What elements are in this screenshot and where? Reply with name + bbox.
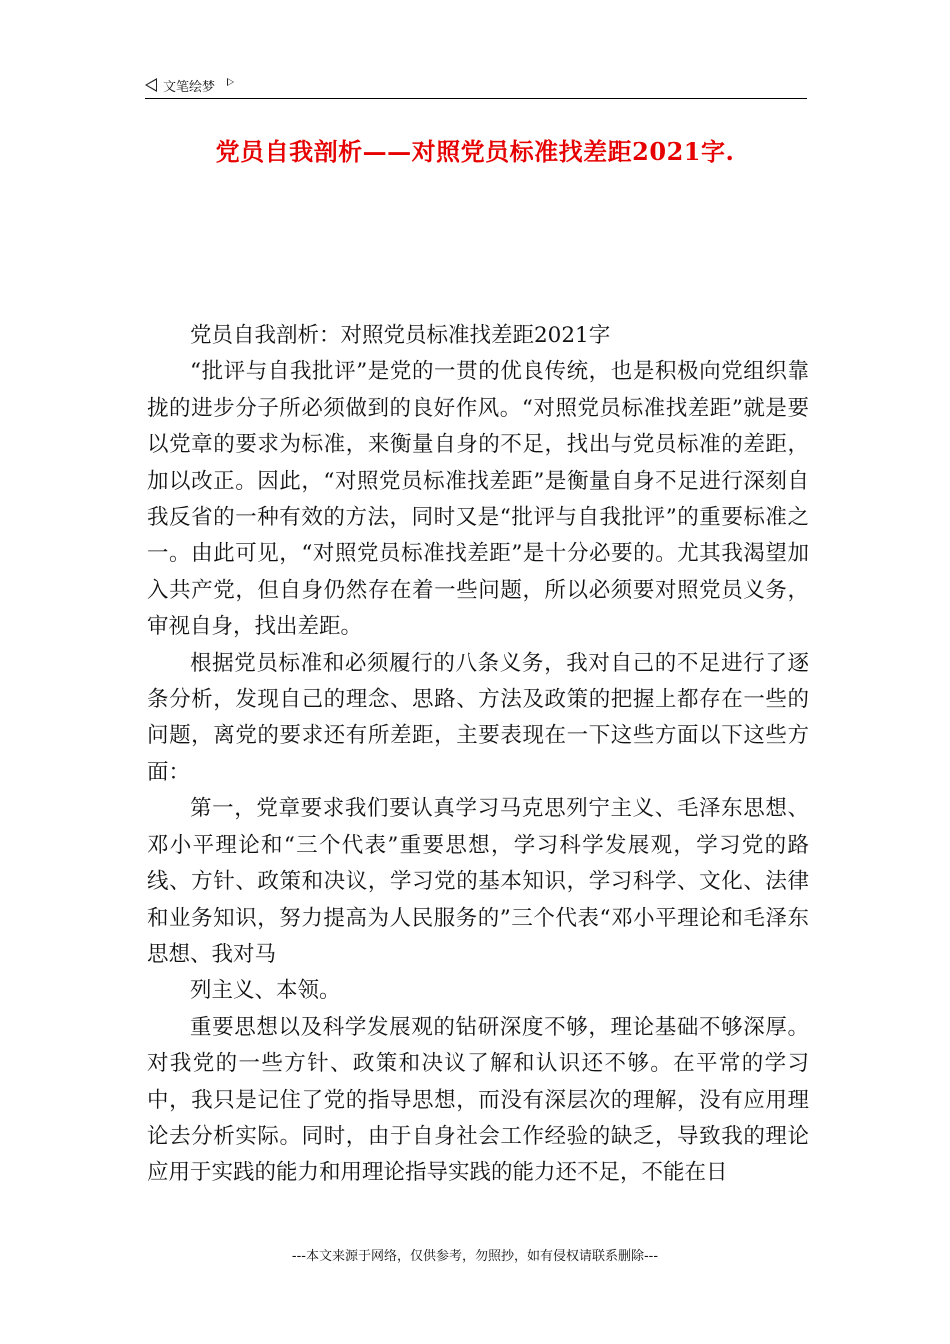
header-brand: 文笔绘梦 [163,79,216,95]
document-body [147,318,809,1192]
paragraph: 根据党员标准和必须履行的八条义务，我对自己的不足进行了逐条分析，发现自己的理念、思路、方法及政策的把握上都存在一些的问题，离党的要求还有所差距，主要表现在一下这些方面以下这些方面： [147,650,809,785]
right-triangle-icon [227,78,234,86]
paragraph: “批评与自我批评”是党的一贯的优良传统，也是积极向党组织靠拢的进步分子所必须做到的良好作风。“对照党员标准找差距”就是要以党章的要求为标准，来衡量自身的不足，找出与党员标准的差距，加以改正。因此，“对照党员标准找差距”是衡量自身不足进行深刻自我反省的一种有效的方法，同时又是“批评与自我批评”的重要标准之一。由此可见，“对照党员标准找差距”是十分必要的。尤其我渴望加入共产党，但自身仍然存在着一些问题，所以必须要对照党员义务，审视自身，找出差距。 [147,359,809,640]
left-triangle-icon [145,78,157,92]
document-title: 党员自我剖析——对照党员标准找差距2021字. [215,137,735,166]
paragraph: 列主义、本领。 [190,978,341,1004]
footer-disclaimer: ---本文来源于网络，仅供参考，勿照抄，如有侵权请联系删除--- [291,1249,659,1264]
paragraph: 第一，党章要求我们要认真学习马克思列宁主义、毛泽东思想、邓小平理论和“三个代表”重要思想，学习科学发展观，学习党的路线、方针、政策和决议，学习党的基本知识，学习科学、文化、法律和业务知识，努力提高为人民服务的”三个代表“邓小平理论和毛泽东思想、我对马 [147,796,809,967]
paragraph: 重要思想以及科学发展观的钻研深度不够，理论基础不够深厚。对我党的一些方针、政策和决议了解和认识还不够。在平常的学习中，我只是记住了党的指导思想，而没有深层次的理解，没有应用理论去分析实际。同时，由于自身社会工作经验的缺乏，导致我的理论应用于实践的能力和用理论指导实践的能力还不足，不能在日 [147,1014,809,1186]
paragraph-subtitle: 党员自我剖析：对照党员标准找差距2021字 [190,323,611,348]
page-header [145,72,807,99]
